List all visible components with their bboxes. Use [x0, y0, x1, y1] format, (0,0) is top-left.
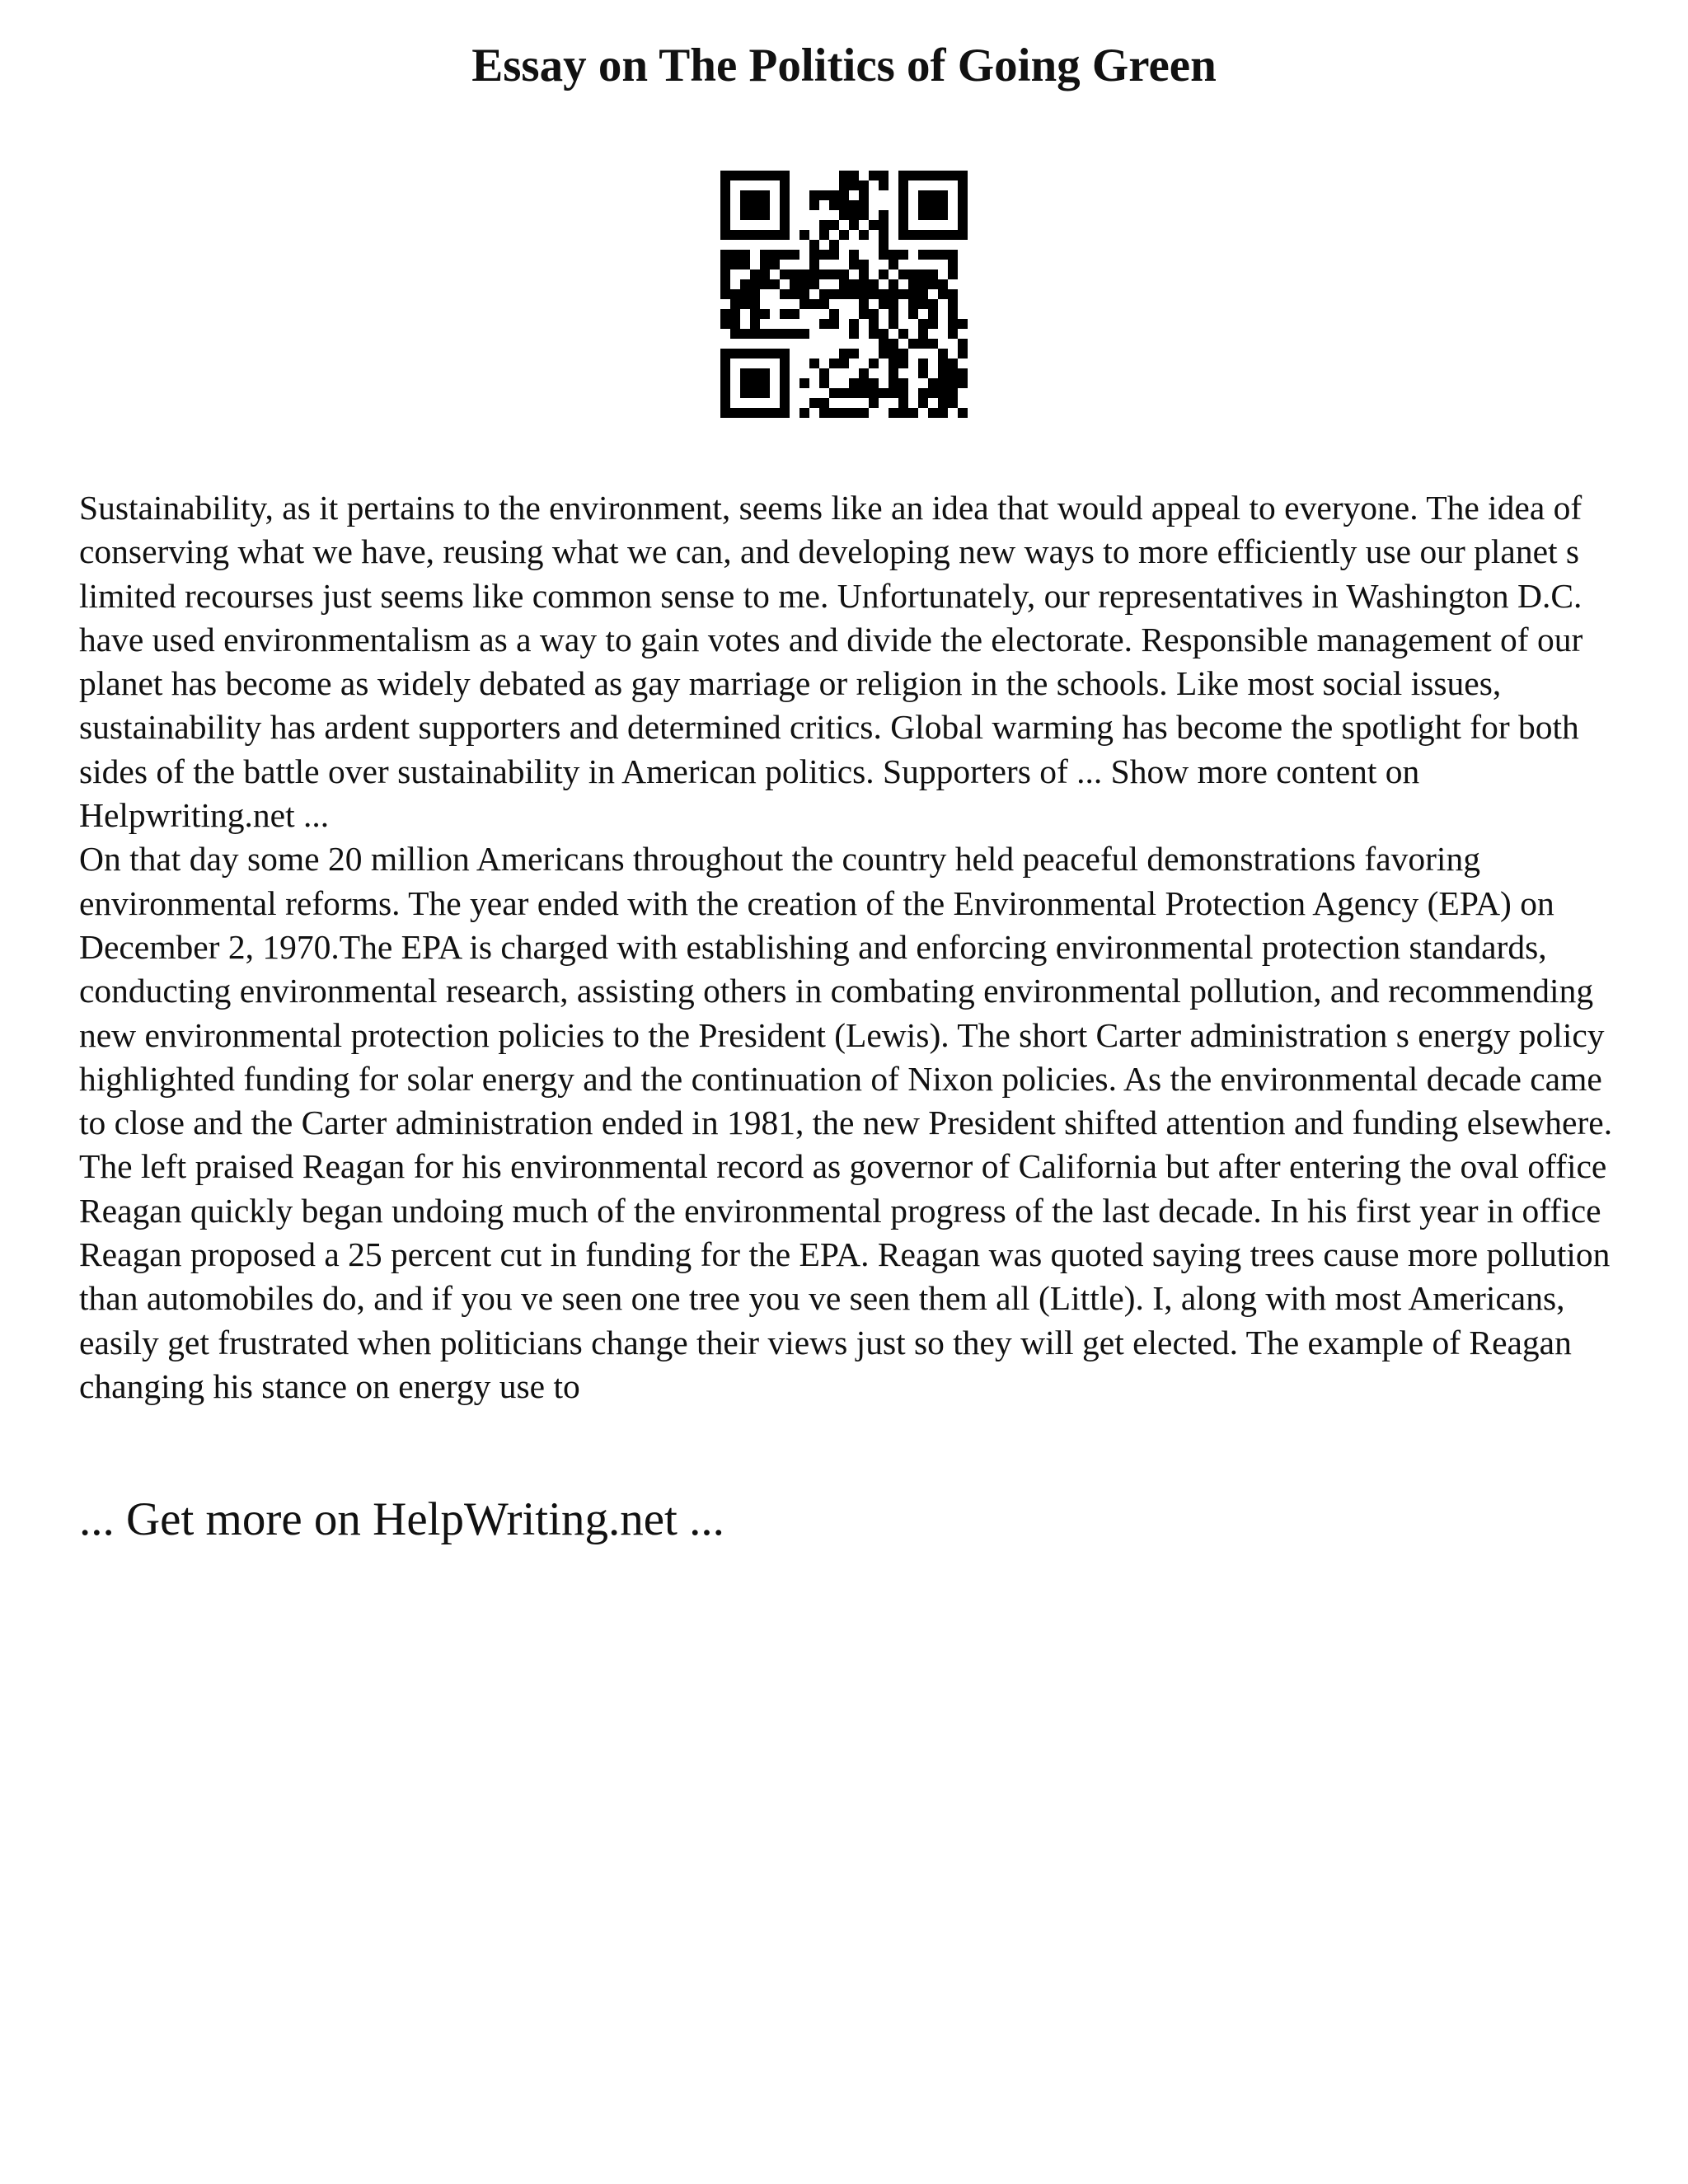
- get-more-link[interactable]: ... Get more on HelpWriting.net ...: [79, 1493, 724, 1545]
- qr-code-icon: [720, 171, 968, 418]
- document-title: Essay on The Politics of Going Green: [471, 40, 1217, 91]
- essay-body: [79, 486, 1629, 1408]
- essay-paragraph: Sustainability, as it pertains to the environment, seems like an idea that would appeal to everyone. The idea of conserving what we have, reusing what we can, and developing new ways to more efficiently use our planet s limited recourses just seems like common sense to me. Unfortunately, our representatives in Washington D.C. have used environmentalism as a way to gain votes and divide the electorate. Responsible management of our planet has become as widely debated as gay marriage or religion in the schools. Like most social issues, sustainability has ardent supporters and determined critics. Global warming has become the spotlight for both sides of the battle over sustainability in American politics. Supporters of ... Show more content on Helpwriting.net ...: [79, 489, 1583, 835]
- essay-paragraph: On that day some 20 million Americans throughout the country held peaceful demonstrations favoring environmental reforms. The year ended with the creation of the Environmental Protection Agency (EPA) on December 2, 1970.The EPA is charged with establishing and enforcing environmental protection standards, conducting environmental research, assisting others in combating environmental pollution, and recommending new environmental protection policies to the President (Lewis). The short Carter administration s energy policy highlighted funding for solar energy and the continuation of Nixon policies. As the environmental decade came to close and the Carter administration ended in 1981, the new President shifted attention and funding elsewhere. The left praised Reagan for his environmental record as governor of California but after entering the oval office Reagan quickly began undoing much of the environmental progress of the last decade. In his first year in office Reagan proposed a 25 percent cut in funding for the EPA. Reagan was quoted saying trees cause more pollution than automobiles do, and if you ve seen one tree you ve seen them all (Little). I, along with most Americans, easily get frustrated when politicians change their views just so they will get elected. The example of Reagan changing his stance on energy use to: [79, 840, 1613, 1405]
